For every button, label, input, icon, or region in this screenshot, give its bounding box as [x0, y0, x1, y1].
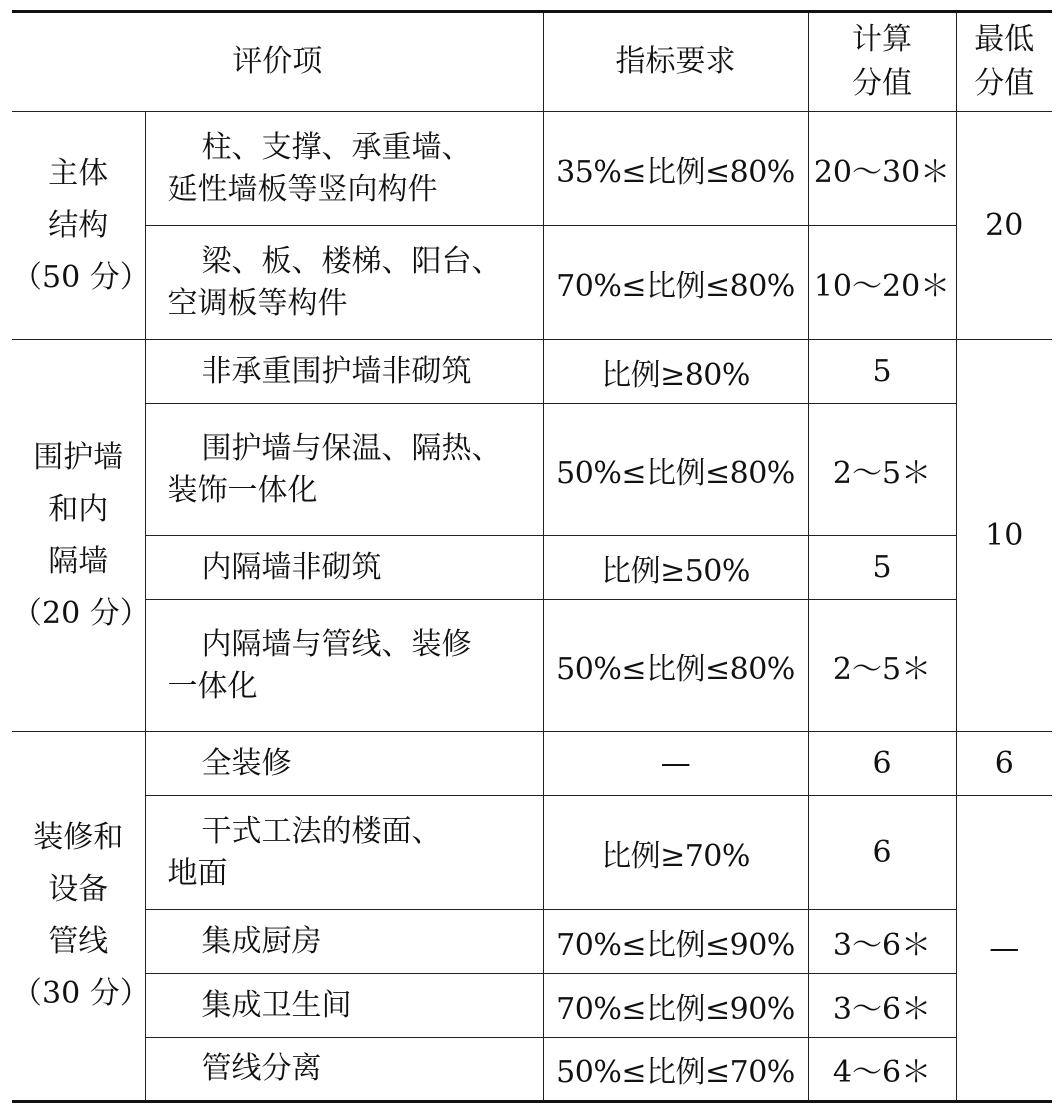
header-min-line2: 分值 [974, 66, 1035, 101]
header-calc-score [808, 12, 956, 112]
score-cell: 6 [808, 796, 956, 910]
category-line: （20 分） [12, 595, 150, 631]
category-line: 结构 [48, 207, 109, 243]
header-calc-line1: 计算 [852, 22, 912, 57]
category-line: 管线 [48, 924, 109, 959]
item-cell [145, 340, 543, 404]
requirement-cell: 70%≤比例≤90% [543, 974, 808, 1038]
min-score-cell: — [956, 796, 1052, 1102]
category-line: 装修和 [33, 820, 124, 855]
table-row [12, 910, 1052, 974]
item-cell [145, 226, 543, 340]
table-row [12, 340, 1052, 404]
item-cell [145, 1038, 543, 1102]
requirement-cell: — [543, 732, 808, 796]
item-cell [145, 796, 543, 910]
table-row [12, 796, 1052, 910]
requirement-cell: 比例≥80% [543, 340, 808, 404]
item-cell [145, 600, 543, 732]
item-cell [145, 536, 543, 600]
table-row [12, 404, 1052, 536]
score-cell: 5 [808, 340, 956, 404]
header-requirement: 指标要求 [543, 12, 808, 112]
category-decoration-pipelines [12, 732, 150, 1102]
item-line2: 延性墙板等竖向构件 [167, 171, 438, 207]
item-cell [145, 112, 543, 226]
item-line1: 干式工法的楼面、 [201, 813, 442, 849]
table-row [12, 732, 1052, 796]
item-line1: 梁、板、楼梯、阳台、 [201, 243, 502, 279]
score-cell: 2～5＊ [808, 404, 956, 536]
score-cell: 6 [808, 732, 956, 796]
table-row [12, 112, 1052, 226]
assessment-table [12, 10, 1052, 1103]
header-item: 评价项 [12, 12, 543, 112]
min-score-cell: 6 [956, 732, 1052, 796]
category-enclosure-walls [12, 340, 150, 732]
requirement-cell: 比例≥50% [543, 536, 808, 600]
item-line1: 全装修 [201, 745, 292, 781]
score-cell: 10～20＊ [808, 226, 956, 340]
item-line1: 围护墙与保温、隔热、 [201, 430, 502, 466]
table-row [12, 600, 1052, 732]
category-line: （30 分） [12, 976, 150, 1011]
header-calc-line2: 分值 [852, 66, 912, 101]
item-cell [145, 732, 543, 796]
item-line1: 管线分离 [201, 1051, 322, 1086]
item-cell [145, 910, 543, 974]
item-line1: 内隔墙与管线、装修 [201, 626, 472, 662]
table-row [12, 536, 1052, 600]
item-cell [145, 404, 543, 536]
item-line1: 非承重围护墙非砌筑 [201, 353, 472, 389]
item-line1: 集成厨房 [201, 923, 322, 959]
category-line: （50 分） [12, 259, 150, 295]
requirement-cell: 50%≤比例≤70% [543, 1038, 808, 1102]
assessment-table-container [12, 10, 1052, 1103]
score-cell: 3～6＊ [808, 910, 956, 974]
header-min-score [956, 12, 1052, 112]
header-row [12, 12, 1052, 112]
table-row [12, 226, 1052, 340]
table-row [12, 974, 1052, 1038]
requirement-cell: 70%≤比例≤90% [543, 910, 808, 974]
score-cell: 20～30＊ [808, 112, 956, 226]
requirement-cell: 70%≤比例≤80% [543, 226, 808, 340]
category-main-structure [12, 112, 150, 340]
category-line: 和内 [48, 491, 109, 527]
item-cell [145, 974, 543, 1038]
header-min-line1: 最低 [974, 22, 1035, 57]
requirement-cell: 35%≤比例≤80% [543, 112, 808, 226]
score-cell: 3～6＊ [808, 974, 956, 1038]
item-line1: 集成卫生间 [201, 987, 352, 1023]
item-line2: 空调板等构件 [167, 285, 348, 321]
score-cell: 4～6＊ [808, 1038, 956, 1102]
min-score-cell: 20 [956, 112, 1052, 340]
item-line1: 柱、支撑、承重墙、 [201, 129, 472, 165]
table-row [12, 1038, 1052, 1102]
requirement-cell: 50%≤比例≤80% [543, 404, 808, 536]
requirement-cell: 50%≤比例≤80% [543, 600, 808, 732]
requirement-cell: 比例≥70% [543, 796, 808, 910]
category-line: 围护墙 [33, 439, 124, 475]
item-line2: 装饰一体化 [167, 472, 318, 508]
score-cell: 5 [808, 536, 956, 600]
min-score-cell: 10 [956, 340, 1052, 732]
score-cell: 2～5＊ [808, 600, 956, 732]
category-line: 设备 [48, 872, 109, 907]
category-line: 主体 [48, 155, 109, 191]
item-line1: 内隔墙非砌筑 [201, 549, 382, 585]
category-line: 隔墙 [48, 543, 109, 579]
item-line2: 一体化 [167, 668, 258, 704]
item-line2: 地面 [167, 855, 228, 891]
